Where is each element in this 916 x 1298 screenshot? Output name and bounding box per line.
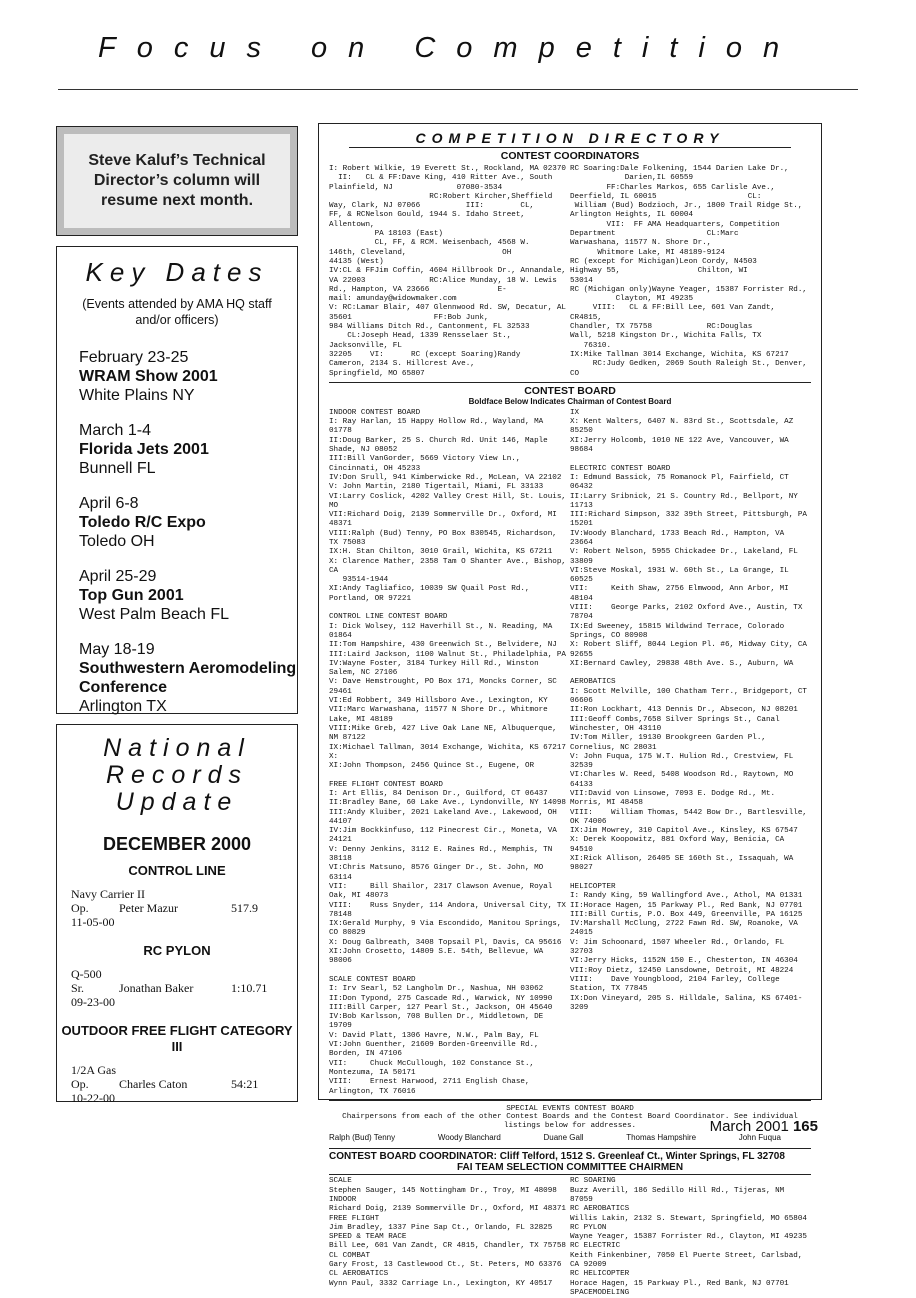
- national-records-box: [56, 724, 298, 1105]
- board-right: IX X: Kent Walters, 6407 N. 83rd St., Scottsdale, AZ 85250 XI:Jerry Holcomb, 1010 NE 122 Ave, Vancouver, WA 98684 ELECTRIC CONTEST BOARD I: Edmund Bassick, 75 Romanock Pl, Fairfield, CT 06432 II:Larry Sribnick, 21 S. Country Rd., Bellport, NY 11713 III:Richard Simpson, 332 39th Street, Pittsburgh, PA 15201 IV:Woody Blanchard, 1733 Beach Rd., Hampton, VA 23664 V: Robert Nelson, 5955 Chickadee Dr., Lakeland, FL 33809 VI:Steve Moskal, 1931 W. 60th St., La Grange, IL 60525 VII: Keith Shaw, 2756 Elmwood, Ann Arbor, MI 48104 VIII: George Parks, 2102 Oxford Ave., Austin, TX 78704 IX:Ed Sweeney, 15815 Wildwind Terrace, Colorado Springs, CO 80908 X: Robert Sliff, 8044 Legion Pl. #6, Midway City, CA 92655 XI:Bernard Cawley, 29838 48th Ave. S., Auburn, WA AEROBATICS I: Scott Melville, 100 Chatham Terr., Bridgeport, CT 06606 II:Ron Lockhart, 413 Dennis Dr., Absecon, NJ 08201 III:Geoff Combs,7658 Silver Springs St., Canal Winchester, OH 43110 IV:Tom Miller, 19130 Brookgreen Garden Pl., Cornelius, NC 28031 V: John Fuqua, 175 W.T. Hulion Rd., Crestview, FL 32539 VI:Charles W. Reed, 5408 Woodson Rd., Raytown, MO 64133 VII:David von Linsowe, 7093 E. Dodge Rd., Mt. Morris, MI 48458 VIII: William Thomas, 5442 Bow Dr., Bartlesville, OK 74006 IX:Jim Mowrey, 310 Capitol Ave., Kinsley, KS 67547 X: Derek Koopowitz, 881 Oxford Way, Benicia, CA 94510 XI:Rick Allison, 26405 SE 160th St., Issaquah, WA 98027 HELICOPTER I: Randy King, 59 Wallingford Ave., Athol, MA 01331 II:Horace Hagen, 15 Parkway Pl., Red Bank, NJ 07701 III:Bill Curtis, P.O. Box 449, Greenville, PA 16125 IV:Marshall McClung, 2722 Fawn Rd. SW, Roanoke, VA 24015 V: Jim Schoonard, 1507 Wheeler Rd., Orlando, FL 32703 VI:Jerry Hicks, 1152N 150 E., Chesterton, IN 46304 VII:Roy Dietz, 12450 Lansdowne, Detroit, MI 48224 VIII: Dave Youngblood, 2104 Farley, College Station, TX 77845 IX:Don Vineyard, 205 S. Hilldale, Salina, KS 67401-3209: [570, 408, 807, 1012]
- page-footer: [710, 1118, 818, 1135]
- record-row: [71, 981, 283, 995]
- event-name: Florida Jets 2001: [79, 441, 209, 458]
- key-date-event: [79, 640, 297, 716]
- footer-date: March 2001: [709, 1118, 789, 1135]
- record-class: Op.: [71, 1077, 89, 1091]
- special-rule: [329, 1100, 811, 1101]
- event-name: Top Gun 2001: [79, 587, 184, 604]
- record-pilot: Jonathan Baker: [119, 981, 194, 995]
- special-events-heading: SPECIAL EVENTS CONTEST BOARD: [506, 1104, 634, 1113]
- event-date: May 18-19: [79, 641, 155, 658]
- board-coordinator: CONTEST BOARD COORDINATOR: Cliff Telford, 1512 S. Greenleaf Ct., Winter Springs, FL 32708: [329, 1148, 811, 1162]
- page-header: [98, 32, 818, 72]
- key-date-event: [79, 567, 297, 624]
- event-location: White Plains NY: [79, 387, 195, 404]
- board-rule: [329, 382, 811, 383]
- record-entry: [71, 1063, 283, 1105]
- record-entry: [71, 967, 283, 1009]
- directory-title: COMPETITION DIRECTORY: [415, 130, 725, 146]
- record-event: Navy Carrier II: [71, 887, 145, 901]
- event-date: April 25-29: [79, 568, 157, 585]
- board-left: INDOOR CONTEST BOARD I: Ray Harlan, 15 Happy Hollow Rd., Wayland, MA 01778 II:Doug Barker, 25 S. Church Rd. Unit 146, Maple Shade, NJ 08052 III:Bill VanGorder, 5669 Victory View Ln., Cincinnati, OH 45233 IV:Don Srull, 941 Kimberwicke Rd., McLean, VA 22102 V: John Martin, 2180 Tigertail, Miami, FL 33133 VI:Larry Coslick, 4202 Valley Crest Hill, St. Louis, MO VII:Richard Doig, 2139 Sommerville Dr., Oxford, MI 48371 VIII:Ralph (Bud) Tenny, PO Box 830545, Richardson, TX 75083 IX:H. Stan Chilton, 3010 Grail, Wichita, KS 67211 X: Clarence Mather, 2358 Tam O Shanter Ave., Bishop, CA 93514-1944 XI:Andy Tagliafico, 10039 SW Quail Post Rd., Portland, OR 97221 CONTROL LINE CONTEST BOARD I: Dick Wolsey, 112 Haverhill St., N. Reading, MA 01864 II:Tom Hampshire, 430 Greenwich St., Belvidere, NJ III:Laird Jackson, 1100 Walnut St., Philadelphia, PA IV:Wayne Foster, 3184 Turkey Hill Rd., Winston Salem, NC 27106 V: Dave Hemstrought, PO Box 171, Moncks Corner, SC 29461 VI:Ed Robbert, 349 Hillsboro Ave., Lexington, KY VII:Marc Warwashana, 11577 N Shore Dr., Whitmore Lake, MI 48189 VIII:Mike Greb, 427 Live Oak Lane NE, Albuquerque, NM 87122 IX:Michael Tallman, 3014 Exchange, Wichita, KS 67217 X: XI:John Thompson, 2456 Quince St., Eugene, OR FREE FLIGHT CONTEST BOARD I: Art Ellis, 84 Denison Dr., Guilford, CT 06437 II:Bradley Bane, 60 Lake Ave., Lyndonville, NY 14098 III:Andy Kluiber, 2021 Lakeland Ave., Lakewood, OH 44107 IV:Jim Bockkinfuso, 112 Pinecrest Cir., Moneta, VA 24121 V: Denny Jenkins, 3112 E. Raines Rd., Memphis, TN 38118 VI:Chris Matsuno, 8576 Ginger Dr., St. John, MO 63114 VII: Bill Shailor, 2317 Clawson Avenue, Royal Oak, MI 48073 VIII: Russ Snyder, 114 Andora, Universal City, TX 78148 IX:Gerald Murphy, 9 Via Escondido, Manitou Springs, CO 80829 X: Doug Galbreath, 3408 Topsail Pl, Davis, CA 95616 XI:John Crosetto, 14809 S.E. 54th, Bellevue, WA 98006 SCALE CONTEST BOARD I: Irv Searl, 52 Langholm Dr., Nashua, NH 03062 II:Don Typond, 275 Cascade Rd., Warwick, NY 10990 III:Bill Carper, 127 Pearl St., Jackson, OH 45640 IV:Bob Karlsson, 708 Bullen Dr., Middletown, DE 19709 V: David Platt, 1306 Havre, N.W., Palm Bay, FL VI:John Guenther, 21609 Borden-Greenville Rd., Borden, IN 47106 VII: Chuck McCullough, 102 Constance St., Montezuma, IA 50171 VIII: Ernest Harwood, 2711 English Chase, Arlington, TX 76016: [329, 408, 566, 1096]
- records-month: DECEMBER 2000: [102, 834, 252, 854]
- key-dates-subtitle: (Events attended by AMA HQ staff and/or officers): [82, 297, 272, 327]
- records-title: [57, 735, 297, 816]
- page-header-title: Focus on Competition: [98, 32, 801, 64]
- record-class: Op.: [71, 901, 89, 915]
- key-dates-list: [79, 348, 297, 716]
- record-category: OUTDOOR FREE FLIGHT CATEGORY III: [61, 1023, 293, 1054]
- event-date: February 23-25: [79, 349, 189, 366]
- board-columns: [319, 409, 821, 1097]
- event-name: Toledo R/C Expo: [79, 514, 206, 531]
- records-title-line: Records: [105, 761, 249, 789]
- records-title-line: National: [103, 734, 251, 762]
- record-event: Q-500: [71, 967, 102, 981]
- key-date-event: [79, 348, 297, 405]
- event-name: WRAM Show 2001: [79, 368, 218, 385]
- event-location: Bunnell FL: [79, 460, 156, 477]
- directory-title-rule: [349, 147, 791, 148]
- record-entry: [71, 887, 283, 929]
- column-notice-box: [56, 126, 298, 236]
- record-pilot: Peter Mazur: [119, 901, 178, 915]
- header-rule: [58, 89, 858, 90]
- record-category: RC PYLON: [143, 943, 211, 958]
- special-events-name: Duane Gall: [543, 1133, 584, 1143]
- special-events-name: Thomas Hampshire: [626, 1133, 697, 1143]
- special-events-name: John Fuqua: [738, 1133, 781, 1143]
- record-pilot: Charles Caton: [119, 1077, 188, 1091]
- record-category: CONTROL LINE: [128, 863, 226, 878]
- records-title-line: Update: [115, 788, 239, 816]
- page-number: 165: [792, 1118, 818, 1135]
- fai-left: SCALE Stephen Sauger, 145 Nottingham Dr., Troy, MI 48098 INDOOR Richard Doig, 2139 Sommerville Dr., Oxford, MI 48371 FREE FLIGHT Jim Bradley, 1337 Pine Sap Ct., Orlando, FL 32825 SPEED & TEAM RACE Bill Lee, 601 Van Zandt, CR 4815, Chandler, TX 75758 CL COMBAT Gary Frost, 13 Castlewood Ct., St. Peters, MO 63376 CL AEROBATICS Wynn Paul, 3332 Carriage Ln., Lexington, KY 40517: [329, 1177, 566, 1288]
- event-location: Toledo OH: [79, 533, 155, 550]
- record-value: 517.9: [231, 901, 258, 915]
- fai-rule: [329, 1174, 811, 1175]
- record-event: 1/2A Gas: [71, 1063, 116, 1077]
- record-row: [71, 901, 283, 915]
- record-class: Sr.: [71, 981, 85, 995]
- coordinators-columns: [319, 165, 821, 379]
- record-value: 54:21: [231, 1077, 259, 1091]
- key-dates-title: Key Dates: [85, 257, 269, 287]
- record-value: 1:10.71: [231, 981, 268, 995]
- key-dates-box: [56, 246, 298, 714]
- board-heading: CONTEST BOARD: [524, 384, 616, 397]
- coordinators-right: RC Soaring:Dale Folkening, 1544 Darien Lake Dr., Darien,IL 60559 FF:Charles Markos, 655 Carlisle Ave., Deerfield, IL 60015 CL: William (Bud) Bodzioch, Jr., 1800 Trail Ridge St., Arlington Heights, IL 60004 VII: FF AMA Headquarters, Competition Department CL:Marc Warwashana, 11577 N. Shore Dr., Whitmore Lake, MI 48189-9124 RC (except for Michigan)Leon Cordy, N4503 Highway 55, Chilton, WI 53014 RC (Michigan only)Wayne Yeager, 15387 Forrister Rd., Clayton, MI 49235 VIII: CL & FF:Bill Lee, 601 Van Zandt, CR4815, Chandler, TX 75758 RC:Douglas Wall, 5218 Kingston Dr., Wichita Falls, TX 76310. IX:Mike Tallman 3014 Exchange, Wichita, KS 67217 RC:Judy Gedken, 2069 South Raleigh St., Denver, CO: [570, 165, 807, 378]
- special-events-name: Ralph (Bud) Tenny: [329, 1133, 396, 1143]
- record-date: 10-22-00: [71, 1091, 115, 1105]
- column-notice-text: Steve Kaluf’s Technical Director’s column will resume next month.: [64, 134, 290, 228]
- special-events-text: Chairpersons from each of the other Contest Boards and the Contest Board Coordinator. See individual listings below for addresses.: [342, 1112, 798, 1131]
- key-date-event: [79, 494, 297, 551]
- fai-columns: [319, 1177, 821, 1298]
- event-date: April 6-8: [79, 495, 139, 512]
- record-date: 09-23-00: [71, 995, 115, 1009]
- coordinators-left: I: Robert Wilkie, 19 Everett St., Rockland, MA 02370 II: CL & FF:Dave King, 410 Ritter Ave., South Plainfield, NJ 07080-3534 RC:Robert Kircher,Sheffield Way, Clark, NJ 07066 III: CL, FF, & RCNelson Gould, 1944 S. Idaho Street, Allentown, PA 18103 (East) CL, FF, & RCM. Weisenbach, 4568 W. 146th, Cleveland, OH 44135 (West) IV:CL & FFJim Coffin, 4604 Hillbrook Dr., Annandale, VA 22003 RC:Alice Munday, 18 W. Lewis Rd., Hampton, VA 23666 E- mail: amunday@widowmaker.com V: RC:Lamar Blair, 407 Glennwood Rd. SW, Decatur, AL 35601 FF:Bob Junk, 984 Williams Ditch Rd., Cantonment, FL 32533 CL:Joseph Head, 1339 Rensselaer St., Jacksonville, FL 32205 VI: RC (except Soaring)Randy Cameron, 2134 S. Hillcrest Ave., Springfield, MO 65807: [329, 165, 566, 378]
- fai-heading: FAI TEAM SELECTION COMMITTEE CHAIRMEN: [456, 1162, 684, 1174]
- key-date-event: [79, 421, 297, 478]
- record-row: [71, 1077, 283, 1091]
- event-name: Southwestern Aeromodeling Conference: [79, 660, 297, 696]
- board-subheading: Boldface Below Indicates Chairman of Contest Board: [468, 396, 672, 406]
- event-location: Arlington TX: [79, 698, 167, 715]
- event-location: West Palm Beach FL: [79, 606, 229, 623]
- coordinators-heading: CONTEST COORDINATORS: [500, 150, 640, 162]
- event-date: March 1-4: [79, 422, 152, 439]
- fai-right: RC SOARING Buzz Averill, 186 Sedillo Hill Rd., Tijeras, NM 87059 RC AEROBATICS Willis Lakin, 2132 S. Stewart, Springfield, MO 65804 RC PYLON Wayne Yeager, 15387 Forrister Rd., Clayton, MI 49235 RC ELECTRIC Keith Finkenbiner, 7050 El Puerte Street, Carlsbad, CA 92009 RC HELICOPTER Horace Hagen, 15 Parkway Pl., Red Bank, NJ 07701 SPACEMODELING: [570, 1177, 807, 1297]
- record-date: 11-05-00: [71, 915, 115, 929]
- special-events-name: Woody Blanchard: [437, 1133, 501, 1143]
